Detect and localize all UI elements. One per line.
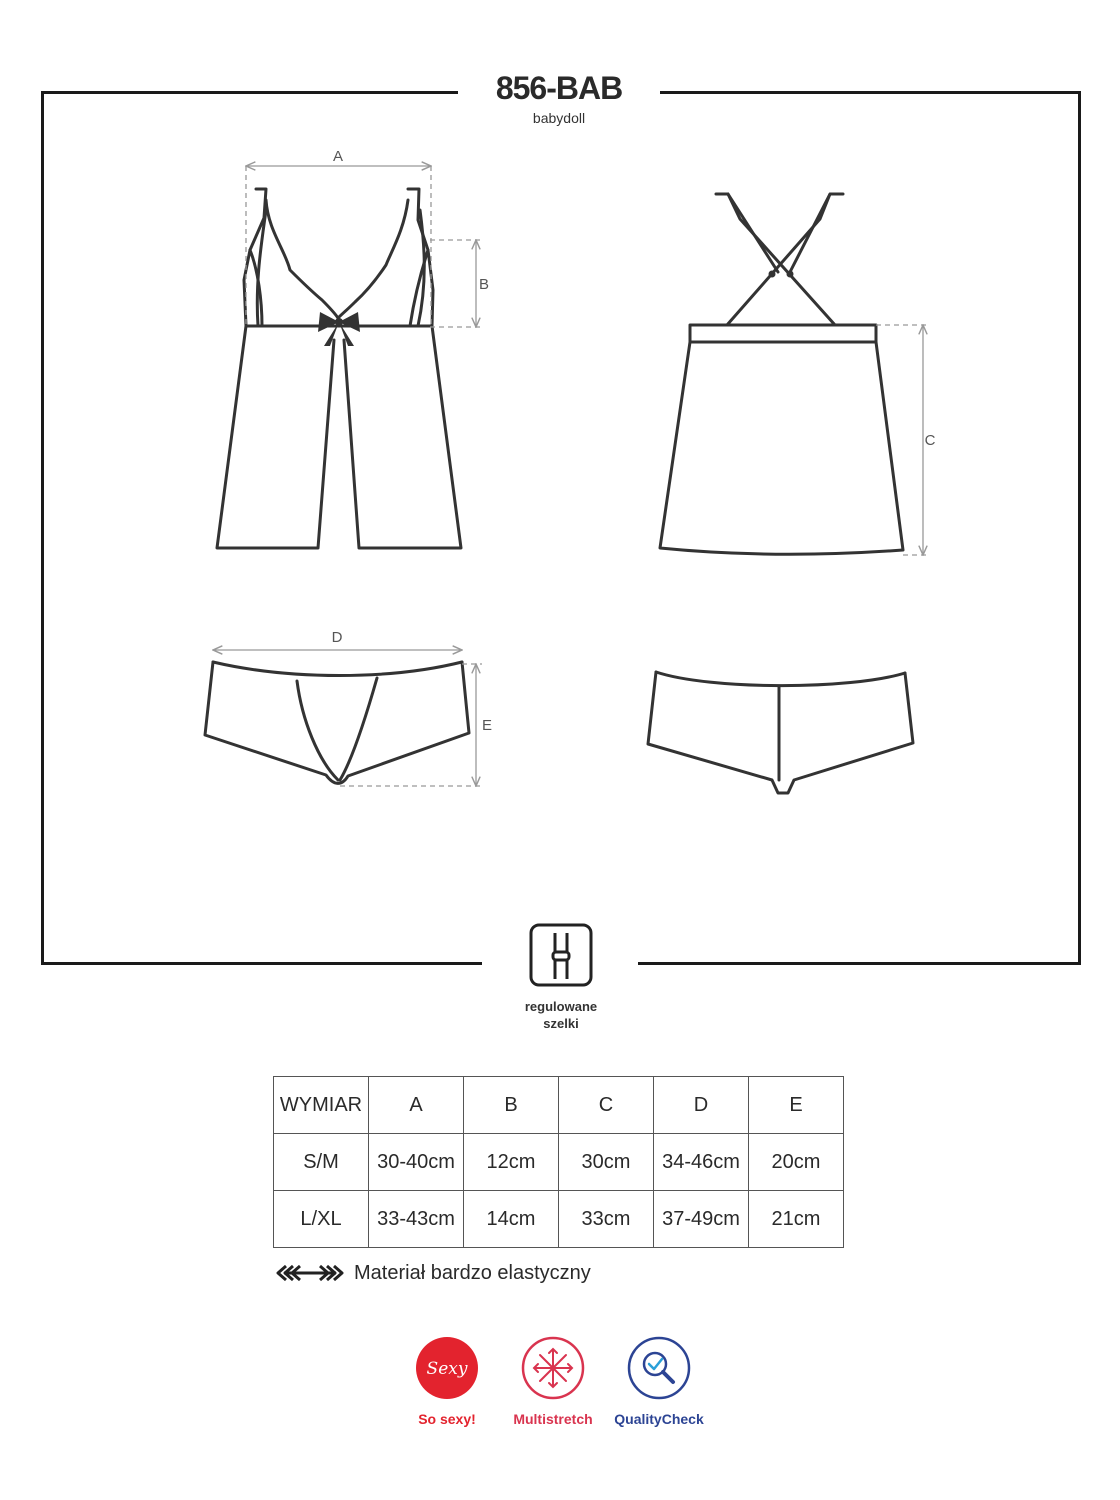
- panty-front-drawing: [205, 662, 469, 783]
- dimension-a: [246, 166, 431, 326]
- table-cell: 14cm: [464, 1191, 559, 1248]
- table-cell: 33cm: [559, 1191, 654, 1248]
- strap-connector-left: [769, 271, 776, 278]
- quality-check-icon: [627, 1336, 691, 1400]
- header-cell: WYMIAR: [274, 1077, 369, 1134]
- label-d: D: [331, 629, 343, 646]
- table-cell: 33-43cm: [369, 1191, 464, 1248]
- table-row: [274, 1191, 844, 1248]
- product-code: 856-BAB: [495, 70, 623, 106]
- table-cell: 12cm: [464, 1134, 559, 1191]
- stretch-note-text: Materiał bardzo elastyczny: [354, 1261, 591, 1284]
- header-cell: E: [749, 1077, 844, 1134]
- header-cell: B: [464, 1077, 559, 1134]
- sexy-badge-icon: [415, 1336, 479, 1400]
- strap-connector-right: [787, 271, 794, 278]
- badge-so-sexy: [387, 1336, 507, 1427]
- header-cell: D: [654, 1077, 749, 1134]
- table-cell: 30-40cm: [369, 1134, 464, 1191]
- table-cell: S/M: [274, 1134, 369, 1191]
- badge-label-so-sexy: So sexy!: [418, 1411, 476, 1427]
- table-cell: 37-49cm: [654, 1191, 749, 1248]
- badge-multistretch: [493, 1336, 613, 1427]
- dimension-c: [876, 325, 928, 555]
- table-cell: 21cm: [749, 1191, 844, 1248]
- stretch-arrows-icon: [274, 1264, 346, 1282]
- label-c: C: [924, 432, 936, 449]
- badge-label-quality-check: QualityCheck: [614, 1411, 704, 1427]
- size-table: [273, 1076, 844, 1248]
- product-type: babydoll: [532, 110, 586, 126]
- badge-label-multistretch: Multistretch: [513, 1411, 593, 1427]
- feature-label-line1: regulowane: [524, 999, 598, 1014]
- stretch-note: [274, 1262, 591, 1284]
- table-cell: 30cm: [559, 1134, 654, 1191]
- header-cell: C: [559, 1077, 654, 1134]
- multistretch-icon: [521, 1336, 585, 1400]
- babydoll-front-drawing: [217, 189, 461, 548]
- sexy-badge-text: Sexy: [426, 1359, 468, 1379]
- feature-label: [500, 998, 622, 1032]
- babydoll-back-drawing: [660, 194, 903, 554]
- table-cell: 34-46cm: [654, 1134, 749, 1191]
- table-cell: L/XL: [274, 1191, 369, 1248]
- label-e: E: [481, 717, 493, 734]
- header-cell: A: [369, 1077, 464, 1134]
- label-b: B: [478, 276, 490, 293]
- table-row: [274, 1134, 844, 1191]
- label-a: A: [332, 148, 344, 165]
- feature-label-line2: szelki: [543, 1016, 579, 1031]
- panty-back-drawing: [648, 672, 913, 793]
- badge-quality-check: [599, 1336, 719, 1427]
- dimension-b: [430, 240, 480, 327]
- table-cell: 20cm: [749, 1134, 844, 1191]
- table-header-row: [274, 1077, 844, 1134]
- adjustable-straps-icon: [529, 923, 593, 987]
